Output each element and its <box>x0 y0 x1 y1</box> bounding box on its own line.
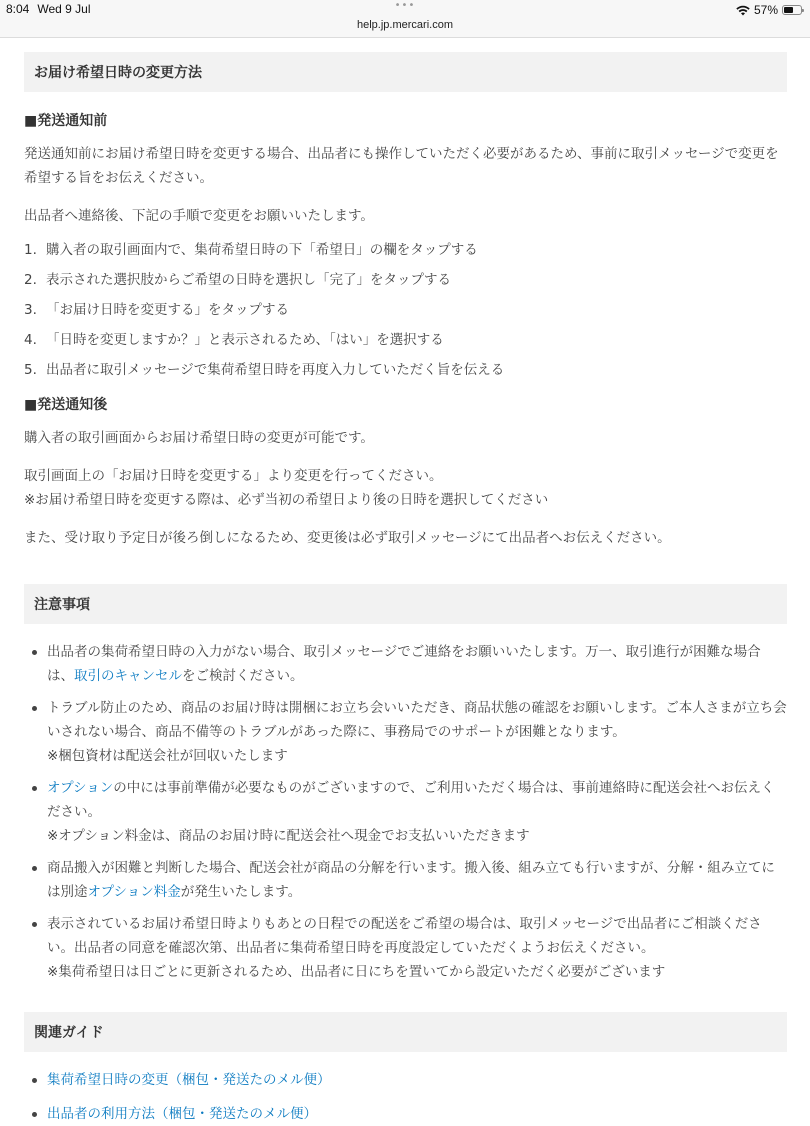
address-bar-url[interactable]: help.jp.mercari.com <box>357 19 453 31</box>
step-item: 5. 出品者に取引メッセージで集荷希望日時を再度入力していただく旨を伝える <box>24 362 505 378</box>
related-guide-item <box>24 1102 787 1126</box>
article-content <box>24 38 787 1126</box>
section-header-change-method: お届け希望日時の変更方法 <box>24 52 787 92</box>
paragraph-after-notice-message: また、受け取り予定日が後ろ倒しになるため、変更後は必ず取引メッセージにて出品者へお伝えください。 <box>24 530 671 546</box>
status-time: 8:04 <box>6 2 30 16</box>
battery-percent: 57% <box>753 3 778 17</box>
cancel-transaction-link[interactable]: 取引のキャンセル <box>74 668 182 684</box>
multitasking-dots-icon[interactable]: ••• <box>394 0 416 11</box>
section-header-related-guides: 関連ガイド <box>24 1012 787 1052</box>
paragraph-before-notice-intro: 発送通知前にお届け希望日時を変更する場合、出品者にも操作していただく必要があるため、事前に取引メッセージで変更を希望する旨をお伝えください。 <box>24 146 779 186</box>
step-item: 1. 購入者の取引画面内で、集荷希望日時の下「希望日」の欄をタップする <box>24 242 478 258</box>
note-item: トラブル防止のため、商品のお届け時は開梱にお立ち会いいただき、商品状態の確認をお願いします。ご本人さまが立ち会いされない場合、商品不備等のトラブルがあった際に、事務局でのサポートが困難となります。 ※梱包資材は配送会社が回収いたします <box>24 696 787 768</box>
step-item: 2. 表示された選択肢からご希望の日時を選択し「完了」をタップする <box>24 272 451 288</box>
related-guide-link-seller-usage[interactable]: 出品者の利用方法（梱包・発送たのメル便） <box>47 1106 317 1122</box>
note-item: 商品搬入が困難と判断した場合、配送会社が商品の分解を行います。搬入後、組み立ても行いますが、分解・組み立てには別途オプション料金が発生いたします。 <box>24 856 787 904</box>
status-bar <box>0 0 810 38</box>
related-guides-list <box>24 1068 787 1126</box>
wifi-icon <box>736 5 750 16</box>
option-link[interactable]: オプション <box>47 780 114 796</box>
paragraph-after-notice-instruction: 取引画面上の「お届け日時を変更する」より変更を行ってください。 ※お届け希望日時を変更する際は、必ず当初の希望日より後の日時を選択してください <box>24 468 549 508</box>
step-item: 4. 「日時を変更しますか？」と表示されるため、「はい」を選択する <box>24 332 444 348</box>
notes-list <box>24 640 787 984</box>
battery-icon <box>782 5 802 15</box>
steps-list <box>24 235 787 385</box>
related-guide-item <box>24 1068 787 1092</box>
paragraph-after-notice-intro: 購入者の取引画面からお届け希望日時の変更が可能です。 <box>24 430 374 446</box>
related-guide-link-pickup-date[interactable]: 集荷希望日時の変更（梱包・発送たのメル便） <box>47 1072 331 1088</box>
paragraph-before-notice-steps-intro: 出品者へ連絡後、下記の手順で変更をお願いいたします。 <box>24 208 374 224</box>
option-fee-link[interactable]: オプション料金 <box>87 884 181 900</box>
note-item: 表示されているお届け希望日時よりもあとの日程での配送をご希望の場合は、取引メッセージで出品者にご相談ください。出品者の同意を確認次第、出品者に集荷希望日時を再度設定していただくようお伝えください。 ※集荷希望日は日ごとに更新されるため、出品者に日にちを置いてから設定いただく必要がございます <box>24 912 787 984</box>
step-item: 3. 「お届け日時を変更する」をタップする <box>24 302 289 318</box>
subheading-before-shipping-notice: ■発送通知前 <box>24 113 108 129</box>
status-indicators <box>736 3 802 17</box>
note-item: 出品者の集荷希望日時の入力がない場合、取引メッセージでご連絡をお願いいたします。万一、取引進行が困難な場合は、取引のキャンセルをご検討ください。 <box>24 640 787 688</box>
note-item: オプションの中には事前準備が必要なものがございますので、ご利用いただく場合は、事前連絡時に配送会社へお伝えください。 ※オプション料金は、商品のお届け時に配送会社へ現金でお支払いいただきます <box>24 776 787 848</box>
section-header-notes: 注意事項 <box>24 584 787 624</box>
status-date: Wed 9 Jul <box>37 2 91 16</box>
subheading-after-shipping-notice: ■発送通知後 <box>24 397 108 413</box>
